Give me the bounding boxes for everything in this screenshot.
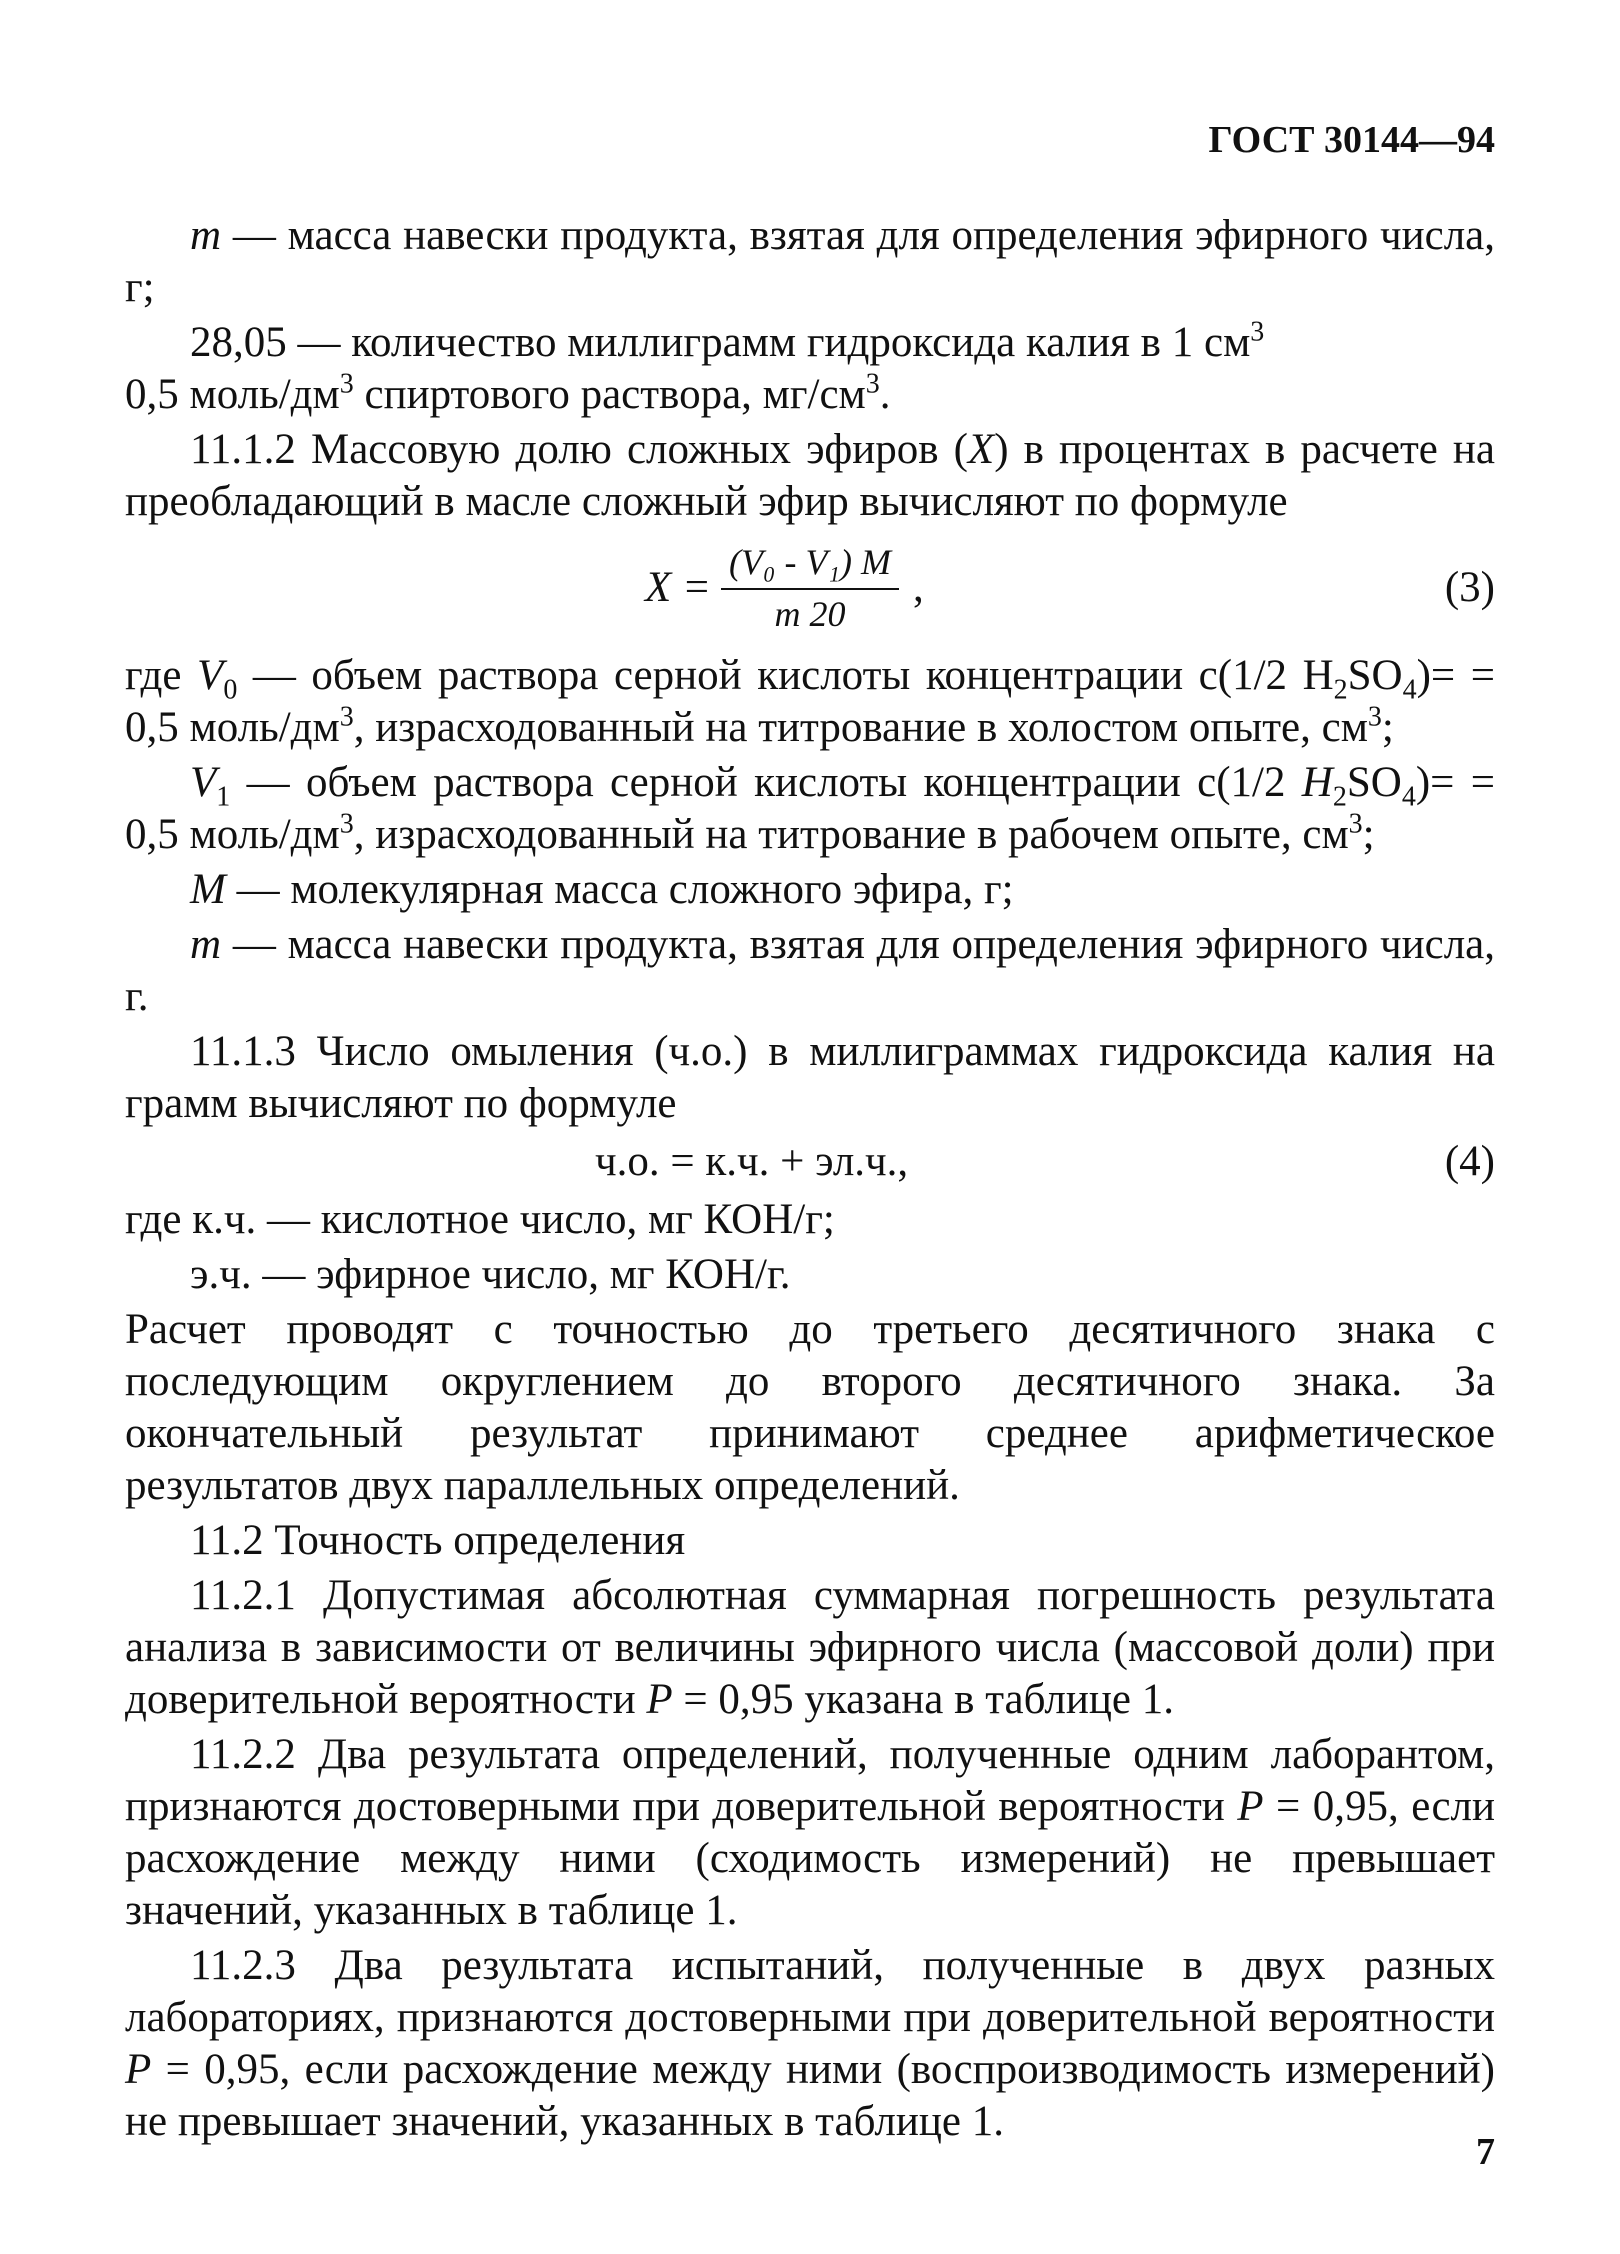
paragraph-kch-definition: где к.ч. — кислотное число, мг КОН/г; [125, 1196, 835, 1243]
paragraph-v0-definition: где $V_0$ — объем раствора серной кислоты концентрации c(1/2 $H_2SO_4)= = 0,5$ моль/$дм^3$, израсходованный на титрование в холостом опыте, $см^3$; [125, 652, 1495, 751]
paragraph-v1-definition: $V_1$ — объем раствора серной кислоты концентрации c(1/2 $H_2SO_4)= = 0,5$ моль/$дм^3$, израсходованный на титрование в рабочем опыте, $см^3$; [125, 759, 1495, 858]
paragraph-11-2-3: 11.2.3 Два результата испытаний, полученные в двух разных лабораториях, признаются достоверными при доверительной вероятности P = 0,95, если расхождение между ними (воспроизводимость измерений) не превышает значений, указанных в таблице 1. [125, 1942, 1495, 2145]
paragraph-koh-quantity: 28,05 — количество миллиграмм гидроксида калия в 1 $см^3$ 0,5 моль/$дм^3$ спиртового раствора, $мг/см^3$. [125, 316, 1265, 418]
formula-3-tail: , [913, 564, 924, 611]
paragraph-11-1-3: 11.1.3 Число омыления (ч.о.) в миллиграммах гидроксида калия на грамм вычисляют по формуле [125, 1028, 1495, 1127]
paragraph-calculation: Расчет проводят с точностью до третьего десятичного знака с последующим округлением до второго десятичного знака. За окончательный результат принимают среднее арифметическое результатов двух параллельных определений. [125, 1306, 1495, 1509]
paragraph-ech-definition: э.ч. — эфирное число, мг КОН/г. [190, 1251, 791, 1298]
formula-4 [125, 1136, 1495, 1192]
formula-3-denominator: m 20 [774, 594, 846, 634]
formula-4-expression: ч.о. = к.ч. + эл.ч., [595, 1138, 909, 1185]
formula-3-number: (3) [1444, 564, 1495, 611]
paragraph-11-2-1: 11.2.1 Допустимая абсолютная суммарная погрешность результата анализа в зависимости от величины эфирного числа (массовой доли) при доверительной вероятности P = 0,95 указана в таблице 1. [125, 1572, 1495, 1723]
document-body [125, 210, 1495, 2151]
formula-3-fraction [721, 542, 899, 634]
paragraph-m-definition-2: m — масса навески продукта, взятая для определения эфирного числа, г. [125, 921, 1495, 1020]
formula-3 [125, 532, 1495, 644]
paragraph-M-definition: M — молекулярная масса сложного эфира, г; [190, 866, 1014, 913]
symbol-m: m [190, 212, 222, 259]
formula-3-numerator: (V₀ - V₁) M [721, 542, 899, 590]
heading-11-2: 11.2 Точность определения [190, 1517, 686, 1564]
formula-3-lhs: X = [645, 564, 712, 611]
formula-4-number: (4) [1444, 1138, 1495, 1185]
paragraph-11-2-2: 11.2.2 Два результата определений, полученные одним лаборантом, признаются достоверными при доверительной вероятности P = 0,95, если расхождение между ними (сходимость измерений) не превышает значений, указанных в таблице 1. [125, 1731, 1495, 1934]
paragraph-11-1-2: 11.1.2 Массовую долю сложных эфиров (X) в процентах в расчете на преобладающий в масле сложный эфир вычисляют по формуле [125, 426, 1495, 525]
document-header: ГОСТ 30144—94 [1208, 119, 1495, 161]
page-number: 7 [1476, 2131, 1495, 2173]
paragraph-m-definition: m — масса навески продукта, взятая для определения эфирного числа, г; [125, 212, 1496, 311]
